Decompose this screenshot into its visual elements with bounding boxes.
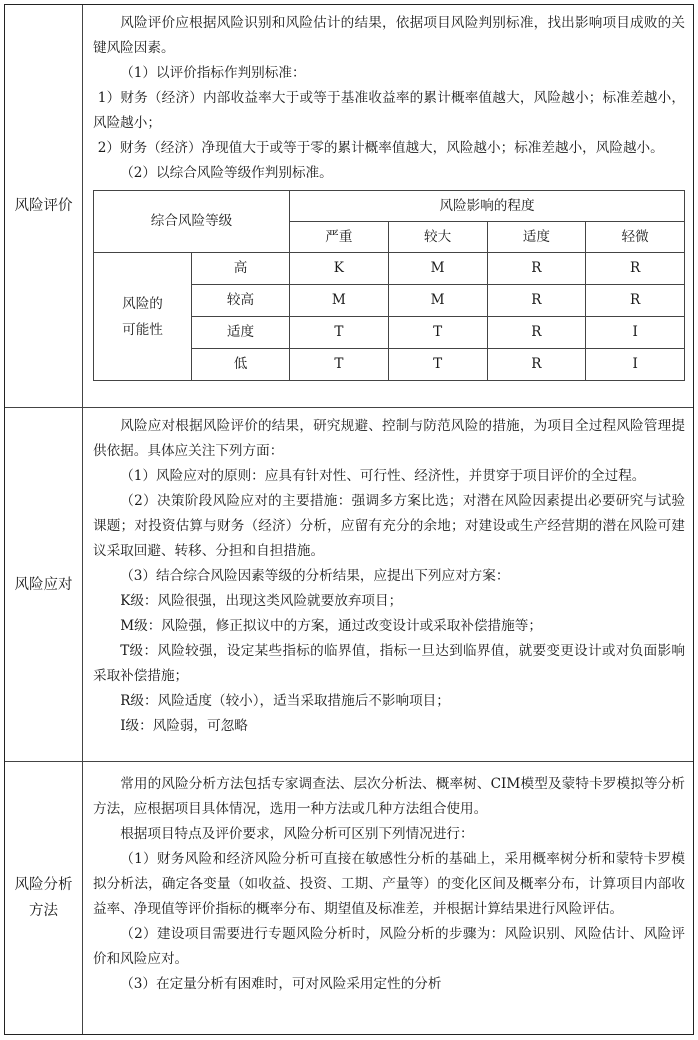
likelihood-level: 低 bbox=[192, 349, 290, 381]
paragraph: 常用的风险分析方法包括专家调查法、层次分析法、概率树、CIM模型及蒙特卡罗模拟等分析方法，应根据项目具体情况，选用一种方法或几种方法组合使用。 bbox=[93, 776, 685, 817]
paragraph: （3）在定量分析有困难时，可对风险采用定性的分析 bbox=[120, 976, 442, 992]
matrix-corner-header: 综合风险等级 bbox=[94, 191, 290, 253]
likelihood-level: 适度 bbox=[192, 317, 290, 349]
paragraph: 风险评价应根据风险识别和风险估计的结果，依据项目风险判别标准，找出影响项目成败的关键风险因素。 bbox=[93, 15, 685, 56]
matrix-cell: K bbox=[290, 253, 389, 285]
section-content bbox=[83, 5, 693, 407]
section-risk-analysis-methods bbox=[5, 761, 693, 1034]
section-risk-response bbox=[5, 407, 693, 761]
matrix-cell: R bbox=[586, 253, 685, 285]
risk-level-matrix bbox=[93, 190, 685, 381]
matrix-cell: T bbox=[290, 317, 389, 349]
risk-level-item: T级：风险较强，设定某些指标的临界值，指标一旦达到临界值，就要变更设计或对负面影响采取补偿措施； bbox=[93, 643, 685, 684]
section-label: 风险评价 bbox=[5, 5, 83, 407]
paragraph: 根据项目特点及评价要求，风险分析可区别下列情况进行： bbox=[120, 826, 474, 842]
matrix-cell: T bbox=[290, 349, 389, 381]
likelihood-level: 较高 bbox=[192, 285, 290, 317]
section-risk-evaluation bbox=[5, 5, 693, 407]
likelihood-level: 高 bbox=[192, 253, 290, 285]
matrix-cell: R bbox=[586, 285, 685, 317]
document-table bbox=[4, 4, 694, 1035]
paragraph: （2）决策阶段风险应对的主要措施：强调多方案比选；对潜在风险因素提出必要研究与试验课题；对投资估算与财务（经济）分析，应留有充分的余地；对建设或生产经营期的潜在风险可建议采取回避、转移、分担和自担措施。 bbox=[93, 493, 685, 559]
risk-level-item: M级：风险强，修正拟议中的方案，通过改变设计或采取补偿措施等； bbox=[120, 618, 542, 634]
matrix-cell: R bbox=[487, 349, 586, 381]
matrix-cell: M bbox=[388, 285, 487, 317]
matrix-cell: T bbox=[388, 349, 487, 381]
matrix-cell: M bbox=[388, 253, 487, 285]
risk-level-item: K级：风险很强，出现这类风险就要放弃项目； bbox=[120, 593, 403, 609]
paragraph: （3）结合综合风险因素等级的分析结果，应提出下列应对方案： bbox=[120, 568, 510, 584]
impact-level: 轻微 bbox=[586, 222, 685, 253]
matrix-cell: R bbox=[487, 253, 586, 285]
section-content bbox=[83, 762, 693, 1034]
paragraph: （2）建设项目需要进行专题风险分析时，风险分析的步骤为：风险识别、风险估计、风险评价和风险应对。 bbox=[93, 926, 685, 967]
matrix-cell: M bbox=[290, 285, 389, 317]
paragraph: （1）财务风险和经济风险分析可直接在敏感性分析的基础上，采用概率树分析和蒙特卡罗模拟分析法，确定各变量（如收益、投资、工期、产量等）的变化区间及概率分布，计算项目内部收益率、净现值等评价指标的概率分布、期望值及标准差，并根据计算结果进行风险评估。 bbox=[93, 851, 685, 917]
impact-level: 较大 bbox=[388, 222, 487, 253]
section-label: 风险应对 bbox=[5, 408, 83, 761]
risk-level-item: R级：风险适度（较小），适当采取措施后不影响项目； bbox=[120, 693, 450, 709]
paragraph: （1）以评价指标作判别标准： bbox=[120, 65, 306, 81]
paragraph: （1）风险应对的原则：应具有针对性、可行性、经济性，并贯穿于项目评价的全过程。 bbox=[120, 468, 646, 484]
paragraph: 风险应对根据风险评价的结果，研究规避、控制与防范风险的措施，为项目全过程风险管理提供依据。具体应关注下列方面： bbox=[93, 418, 685, 459]
matrix-cell: R bbox=[487, 317, 586, 349]
paragraph: （2）以综合风险等级作判别标准。 bbox=[120, 165, 333, 181]
impact-level: 适度 bbox=[487, 222, 586, 253]
section-content bbox=[83, 408, 693, 761]
likelihood-header: 风险的可能性 bbox=[94, 253, 192, 381]
impact-level: 严重 bbox=[290, 222, 389, 253]
paragraph: 1）财务（经济）内部收益率大于或等于基准收益率的累计概率值越大，风险越小；标准差越小，风险越小； bbox=[93, 90, 685, 131]
impact-header: 风险影响的程度 bbox=[290, 191, 685, 222]
matrix-cell: I bbox=[586, 349, 685, 381]
matrix-cell: I bbox=[586, 317, 685, 349]
matrix-cell: T bbox=[388, 317, 487, 349]
risk-level-item: I级：风险弱，可忽略 bbox=[120, 718, 248, 734]
matrix-cell: R bbox=[487, 285, 586, 317]
section-label: 风险分析方法 bbox=[5, 762, 83, 1034]
paragraph: 2）财务（经济）净现值大于或等于零的累计概率值越大，风险越小；标准差越小，风险越小。 bbox=[97, 140, 664, 156]
